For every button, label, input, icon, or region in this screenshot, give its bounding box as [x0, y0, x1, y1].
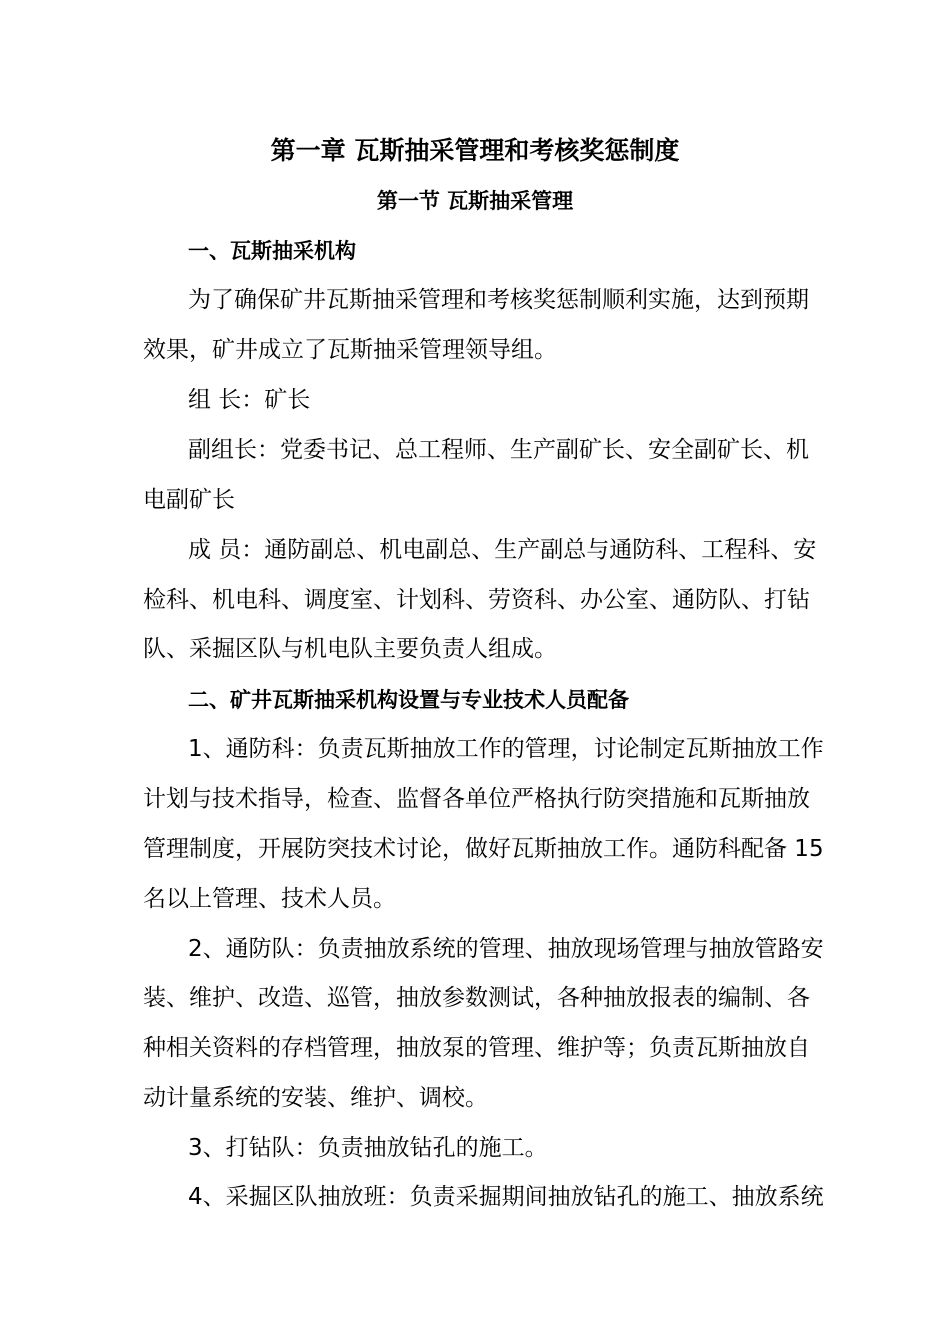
leader-line: 组 长：矿长 — [188, 387, 311, 413]
paragraph-line: 效果，矿井成立了瓦斯抽采管理领导组。 — [143, 337, 557, 363]
heading-organization-and-staffing: 二、矿井瓦斯抽采机构设置与专业技术人员配备 — [188, 688, 629, 712]
item-4-line: 4、采掘区队抽放班：负责采掘期间抽放钻孔的施工、抽放系统 — [188, 1184, 824, 1210]
members-line: 检科、机电科、调度室、计划科、劳资科、办公室、通防队、打钻 — [143, 587, 810, 613]
deputy-line: 副组长：党委书记、总工程师、生产副矿长、安全副矿长、机 — [188, 437, 809, 463]
deputy-line: 电副矿长 — [143, 487, 235, 513]
item-1-line: 名以上管理、技术人员。 — [143, 886, 396, 912]
item-2-line: 2、通防队：负责抽放系统的管理、抽放现场管理与抽放管路安 — [188, 936, 824, 962]
item-2-line: 动计量系统的安装、维护、调校。 — [143, 1085, 488, 1111]
item-1-line: 计划与技术指导，检查、监督各单位严格执行防突措施和瓦斯抽放 — [143, 786, 810, 812]
item-1-line: 管理制度，开展防突技术讨论，做好瓦斯抽放工作。通防科配备 15 — [143, 836, 824, 862]
members-line: 队、采掘区队与机电队主要负责人组成。 — [143, 636, 557, 662]
chapter-title: 第一章 瓦斯抽采管理和考核奖惩制度 — [270, 136, 680, 165]
item-1-line: 1、通防科：负责瓦斯抽放工作的管理，讨论制定瓦斯抽放工作 — [188, 736, 824, 762]
item-2-line: 装、维护、改造、巡管，抽放参数测试，各种抽放报表的编制、各 — [143, 985, 810, 1011]
item-3-line: 3、打钻队：负责抽放钻孔的施工。 — [188, 1135, 548, 1161]
section-title: 第一节 瓦斯抽采管理 — [376, 189, 574, 213]
members-line: 成 员：通防副总、机电副总、生产副总与通防科、工程科、安 — [188, 537, 817, 563]
item-2-line: 种相关资料的存档管理，抽放泵的管理、维护等；负责瓦斯抽放自 — [143, 1035, 810, 1061]
heading-gas-drainage-organization: 一、瓦斯抽采机构 — [188, 239, 356, 263]
paragraph-line: 为了确保矿井瓦斯抽采管理和考核奖惩制顺利实施，达到预期 — [188, 287, 809, 313]
